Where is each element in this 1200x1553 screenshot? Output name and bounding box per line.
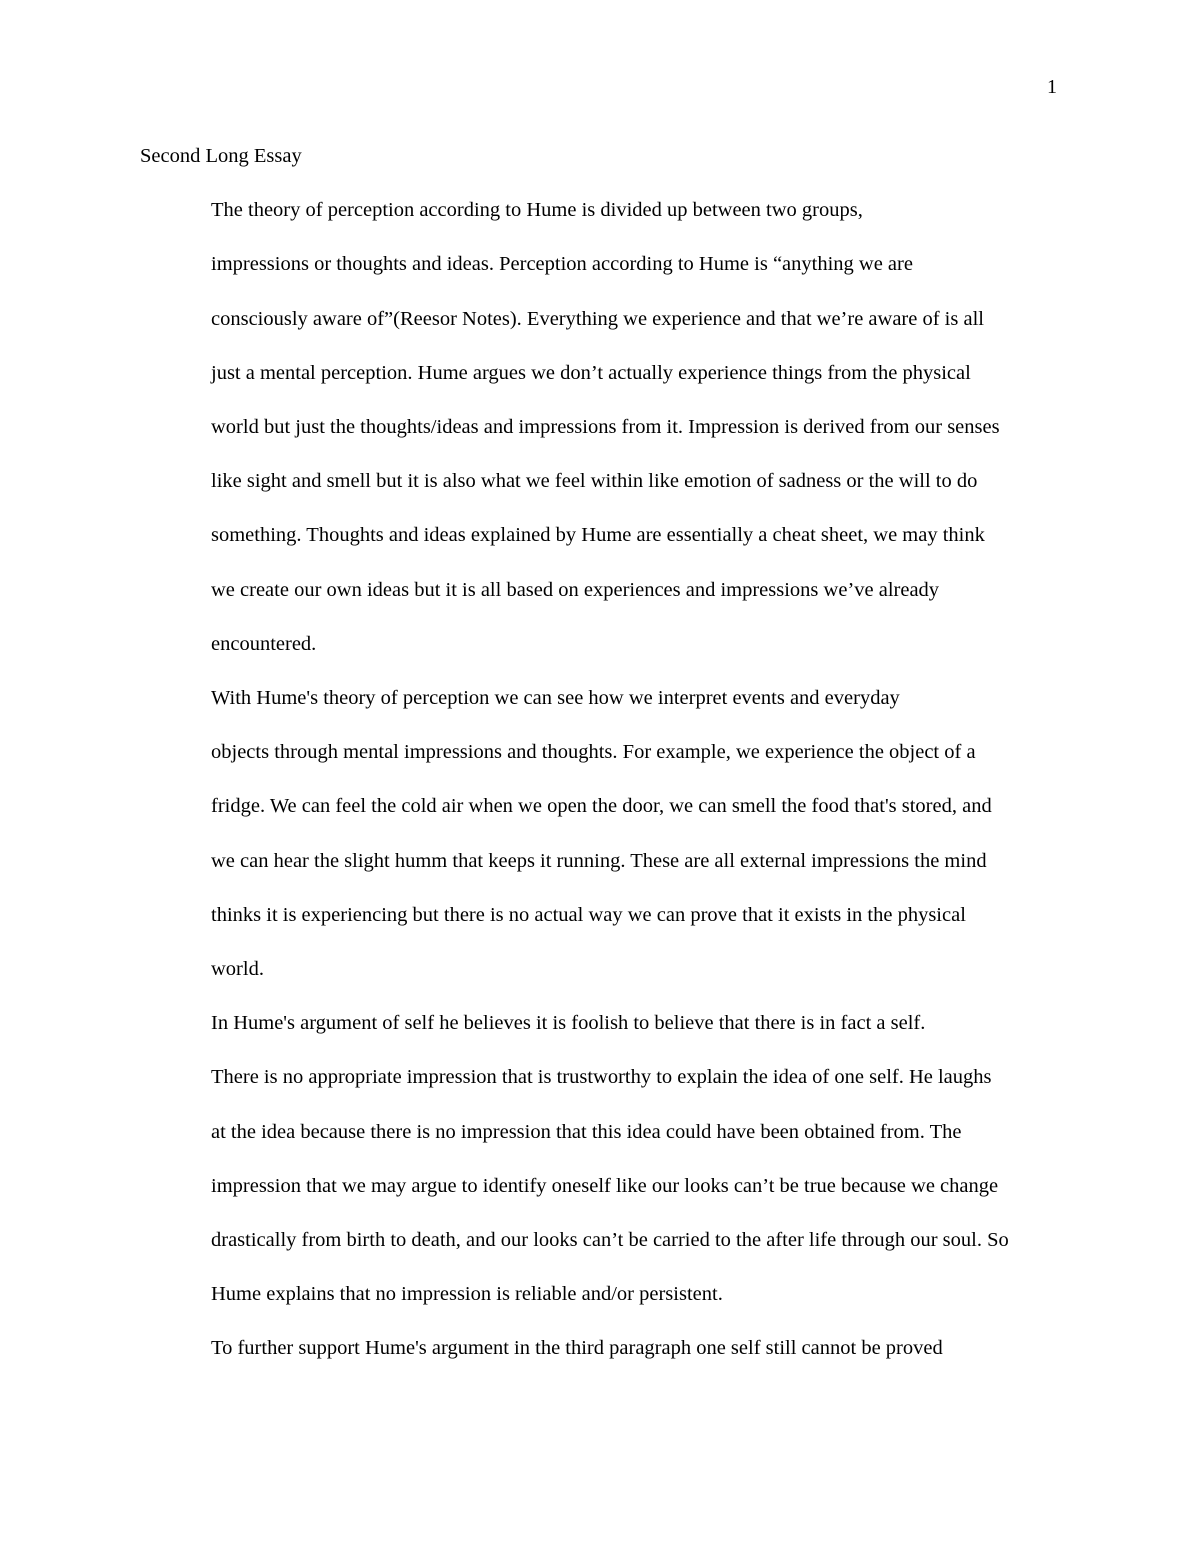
text-line: we create our own ideas but it is all based on experiences and impressions we’ve already <box>211 578 940 601</box>
text-line: Hume explains that no impression is reliable and/or persistent. <box>211 1283 723 1306</box>
text-line: impression that we may argue to identify oneself like our looks can’t be true because we change <box>211 1174 999 1197</box>
essay-title: Second Long Essay <box>140 145 302 167</box>
text-line: With Hume's theory of perception we can see how we interpret events and everyday <box>211 687 900 710</box>
text-line: drastically from birth to death, and our looks can’t be carried to the after life through our soul. So <box>211 1229 1009 1252</box>
text-line: world but just the thoughts/ideas and impressions from it. Impression is derived from our senses <box>211 416 1000 439</box>
text-line: world. <box>211 958 264 981</box>
text-line: The theory of perception according to Hume is divided up between two groups, <box>211 199 863 222</box>
text-line: fridge. We can feel the cold air when we open the door, we can smell the food that's stored, and <box>211 795 992 818</box>
text-line: just a mental perception. Hume argues we don’t actually experience things from the physical <box>211 361 971 384</box>
text-line: we can hear the slight humm that keeps it running. These are all external impressions the mind <box>211 849 987 872</box>
paragraph-1 <box>140 183 1062 671</box>
text-line: There is no appropriate impression that is trustworthy to explain the idea of one self. He laughs <box>211 1066 992 1089</box>
text-line: something. Thoughts and ideas explained by Hume are essentially a cheat sheet, we may think <box>211 524 985 547</box>
text-line: objects through mental impressions and thoughts. For example, we experience the object of a <box>211 741 976 764</box>
paragraph-4 <box>140 1321 1062 1375</box>
text-line: In Hume's argument of self he believes it is foolish to believe that there is in fact a self. <box>211 1012 926 1035</box>
text-line: consciously aware of”(Reesor Notes). Everything we experience and that we’re aware of is all <box>211 307 984 330</box>
text-line: thinks it is experiencing but there is no actual way we can prove that it exists in the physical <box>211 903 966 926</box>
text-line: impressions or thoughts and ideas. Perception according to Hume is “anything we are <box>211 253 913 276</box>
text-line: like sight and smell but it is also what we feel within like emotion of sadness or the will to do <box>211 470 978 493</box>
text-line: To further support Hume's argument in the third paragraph one self still cannot be proved <box>211 1337 943 1360</box>
page-number: 1 <box>1047 76 1057 98</box>
paragraph-2 <box>140 671 1062 996</box>
paragraph-3 <box>140 996 1062 1321</box>
text-line: encountered. <box>211 632 317 655</box>
text-line: at the idea because there is no impression that this idea could have been obtained from. The <box>211 1120 962 1143</box>
essay-body <box>140 129 1062 1376</box>
